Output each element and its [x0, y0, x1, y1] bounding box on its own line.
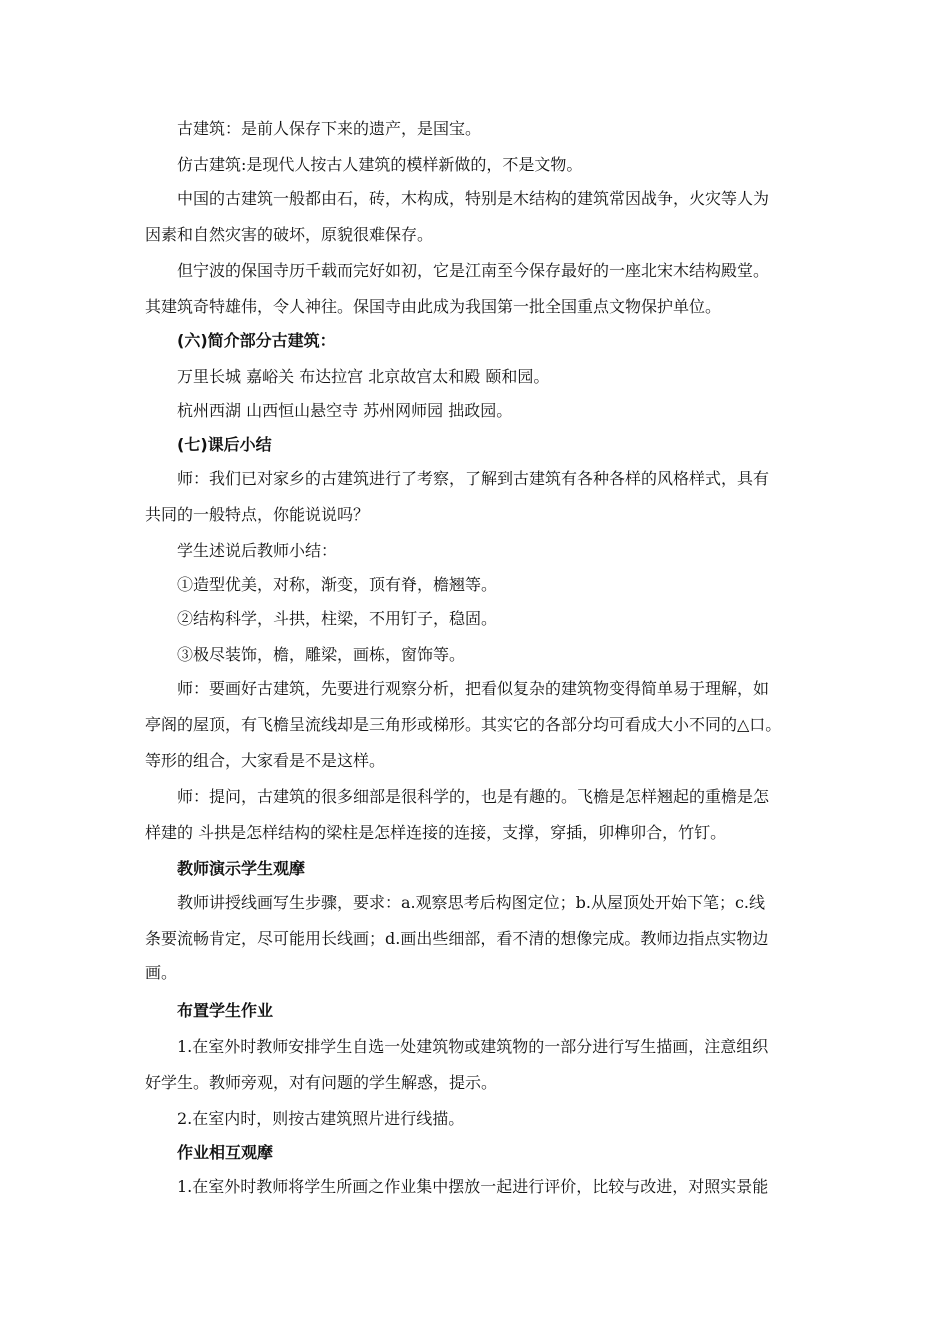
- section-heading: 布置学生作业: [177, 1001, 274, 1020]
- paragraph-line: 1.在室外时教师安排学生自选一处建筑物或建筑物的一部分进行写生描画，注意组织: [177, 1037, 769, 1056]
- list-item: ②结构科学，斗拱，柱梁，不用钉子，稳固。: [177, 609, 498, 628]
- paragraph-line: 因素和自然灾害的破坏，原貌很难保存。: [145, 225, 434, 244]
- paragraph-line: 1.在室外时教师将学生所画之作业集中摆放一起进行评价，比较与改进，对照实景能: [177, 1177, 769, 1196]
- paragraph-line: 2.在室内时，则按古建筑照片进行线描。: [177, 1109, 465, 1128]
- paragraph-line: 其建筑奇特雄伟，令人神往。保国寺由此成为我国第一批全国重点文物保护单位。: [145, 297, 722, 316]
- paragraph-line: 师：我们已对家乡的古建筑进行了考察，了解到古建筑有各种各样的风格样式，具有: [177, 469, 770, 488]
- paragraph-line: 好学生。教师旁观，对有问题的学生解惑，提示。: [145, 1073, 498, 1092]
- list-item: ①造型优美，对称，渐变，顶有脊，檐翘等。: [177, 575, 498, 594]
- section-heading: (六)简介部分古建筑：: [177, 331, 336, 350]
- list-item: ③极尽装饰，檐，雕梁，画栋，窗饰等。: [177, 645, 466, 664]
- paragraph-line: 仿古建筑:是现代人按古人建筑的模样新做的，不是文物。: [177, 155, 583, 174]
- paragraph-line: 万里长城 嘉峪关 布达拉宫 北京故宫太和殿 颐和园。: [177, 367, 550, 386]
- paragraph-line: 古建筑：是前人保存下来的遗产，是国宝。: [177, 119, 482, 138]
- paragraph-line: 样建的 斗拱是怎样结构的梁柱是怎样连接的连接，支撑，穿插，卯榫卯合，竹钉。: [145, 823, 727, 842]
- paragraph-line: 师：要画好古建筑，先要进行观察分析，把看似复杂的建筑物变得简单易于理解，如: [177, 679, 770, 698]
- paragraph-line: 共同的一般特点，你能说说吗？: [145, 505, 370, 524]
- section-heading: (七)课后小结: [177, 435, 272, 454]
- paragraph-line: 杭州西湖 山西恒山悬空寺 苏州网师园 拙政园。: [177, 401, 513, 420]
- section-heading: 教师演示学生观摩: [177, 859, 306, 878]
- section-heading: 作业相互观摩: [177, 1143, 274, 1162]
- paragraph-line: 中国的古建筑一般都由石，砖，木构成，特别是木结构的建筑常因战争，火灾等人为: [177, 189, 770, 208]
- paragraph-line: 学生述说后教师小结：: [177, 541, 338, 560]
- paragraph-line: 画。: [145, 963, 178, 982]
- paragraph-line: 教师讲授线画写生步骤，要求：a.观察思考后构图定位；b.从屋顶处开始下笔；c.线: [177, 893, 766, 912]
- paragraph-line: 条要流畅肯定，尽可能用长线画；d.画出些细部，看不清的想像完成。教师边指点实物边: [145, 929, 769, 948]
- paragraph-line: 但宁波的保国寺历千载而完好如初，它是江南至今保存最好的一座北宋木结构殿堂。: [177, 261, 770, 280]
- paragraph-line: 亭阁的屋顶，有飞檐呈流线却是三角形或梯形。其实它的各部分均可看成大小不同的△口。: [145, 715, 782, 734]
- paragraph-line: 等形的组合，大家看是不是这样。: [145, 751, 386, 770]
- paragraph-line: 师：提问，古建筑的很多细部是很科学的，也是有趣的。飞檐是怎样翘起的重檐是怎: [177, 787, 770, 806]
